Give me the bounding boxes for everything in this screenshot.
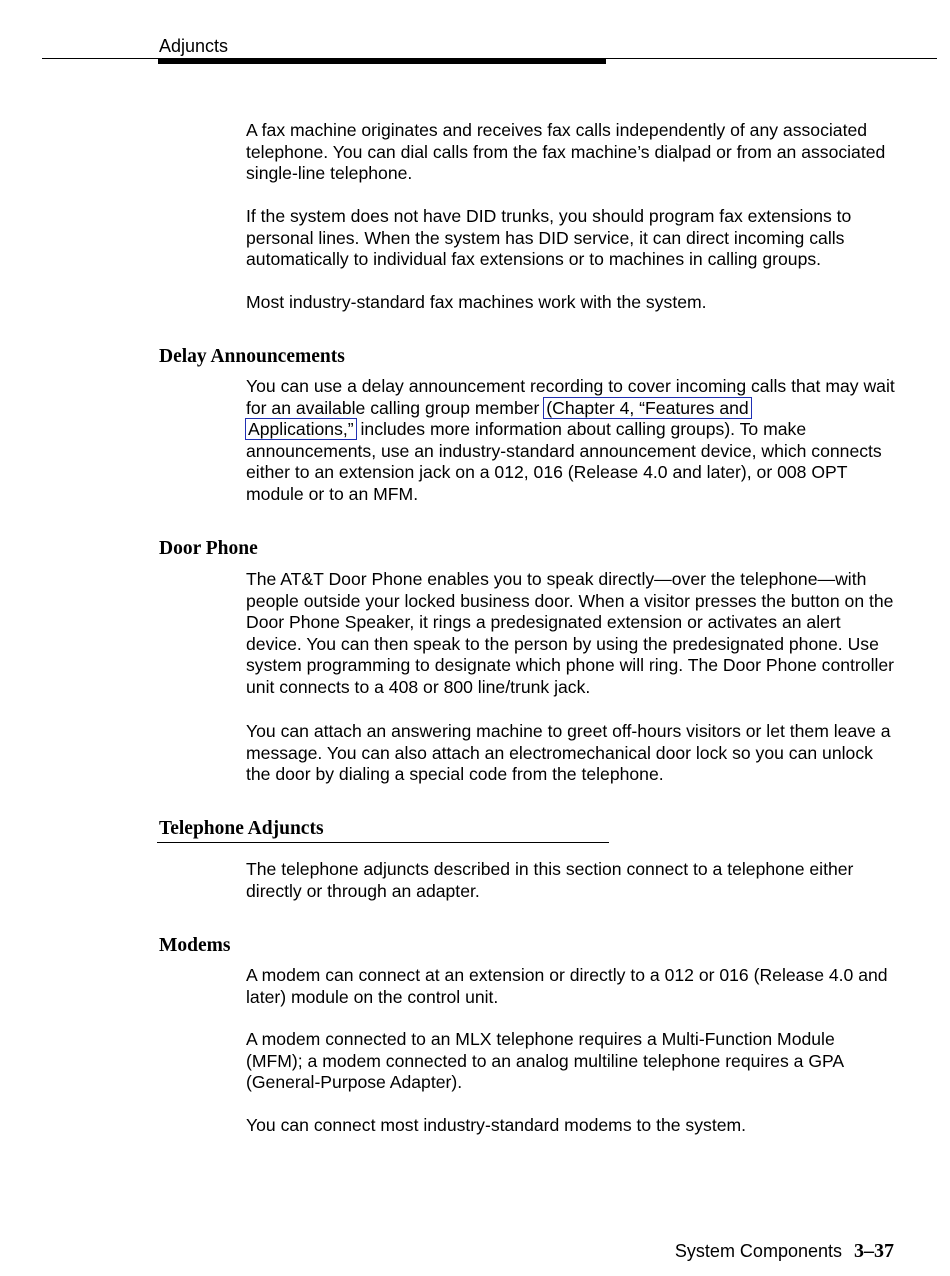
heading-telephone-adjuncts: Telephone Adjuncts <box>159 818 324 839</box>
modems-paragraph-1: A modem can connect at an extension or directly to a 012 or 016 (Release 4.0 and later) module on the control unit. <box>246 965 888 1007</box>
heading-delay-announcements: Delay Announcements <box>159 346 345 367</box>
delay-paragraph <box>246 376 896 505</box>
heading-door-phone: Door Phone <box>159 538 258 559</box>
intro-paragraph-2: If the system does not have DID trunks, you should program fax extensions to personal lines. When the system has DID service, it can direct incoming calls automatically to individual fax extensions or to machines in calling groups. <box>246 206 852 269</box>
chapter-4-link[interactable]: (Chapter 4, “Features and <box>543 397 751 419</box>
intro-paragraph-1: A fax machine originates and receives fax calls independently of any associated telephone. You can dial calls from the fax machine’s dialpad or from an associated single-line telephone. <box>246 120 886 183</box>
delay-text-after-link: includes more information about calling groups). To make announcements, use an industry-standard announcement device, which connects either to an extension jack on a 012, 016 (Release 4.0 and later), or 008 OPT module or to an MFM. <box>246 419 882 504</box>
footer-section-title: System Components <box>674 1241 842 1261</box>
heading-modems: Modems <box>159 935 231 956</box>
modems-paragraph-3: You can connect most industry-standard modems to the system. <box>246 1115 747 1135</box>
door-paragraph-2: You can attach an answering machine to greet off-hours visitors or let them leave a message. You can also attach an electromechanical door lock so you can unlock the door by dialing a special code from the telephone. <box>246 721 891 784</box>
page-number: 3–37 <box>854 1240 894 1262</box>
running-header: Adjuncts <box>159 36 229 56</box>
intro-paragraph-3: Most industry-standard fax machines work with the system. <box>246 292 707 312</box>
modems-paragraph-2: A modem connected to an MLX telephone requires a Multi-Function Module (MFM); a modem connected to an analog multiline telephone requires a GPA (General-Purpose Adapter). <box>246 1029 844 1092</box>
door-paragraph-1: The AT&T Door Phone enables you to speak directly—over the telephone—with people outside your locked business door. When a visitor presses the button on the Door Phone Speaker, it rings a predesignated extension or activates an alert device. You can then speak to the person by using the predesignated phone. Use system programming to designate which phone will ring. The Door Phone controller unit connects to a 408 or 800 line/trunk jack. <box>246 569 895 697</box>
header-accent-bar <box>158 58 606 64</box>
page-footer <box>675 1240 894 1262</box>
chapter-4-link-continued[interactable]: Applications,” <box>245 418 357 440</box>
telephone-adjuncts-paragraph: The telephone adjuncts described in this section connect to a telephone either directly or through an adapter. <box>246 859 854 901</box>
delay-text-before-link: You can use a delay announcement recording to cover incoming calls that may wait for an available calling group member <box>246 376 895 418</box>
section-rule <box>157 842 609 843</box>
